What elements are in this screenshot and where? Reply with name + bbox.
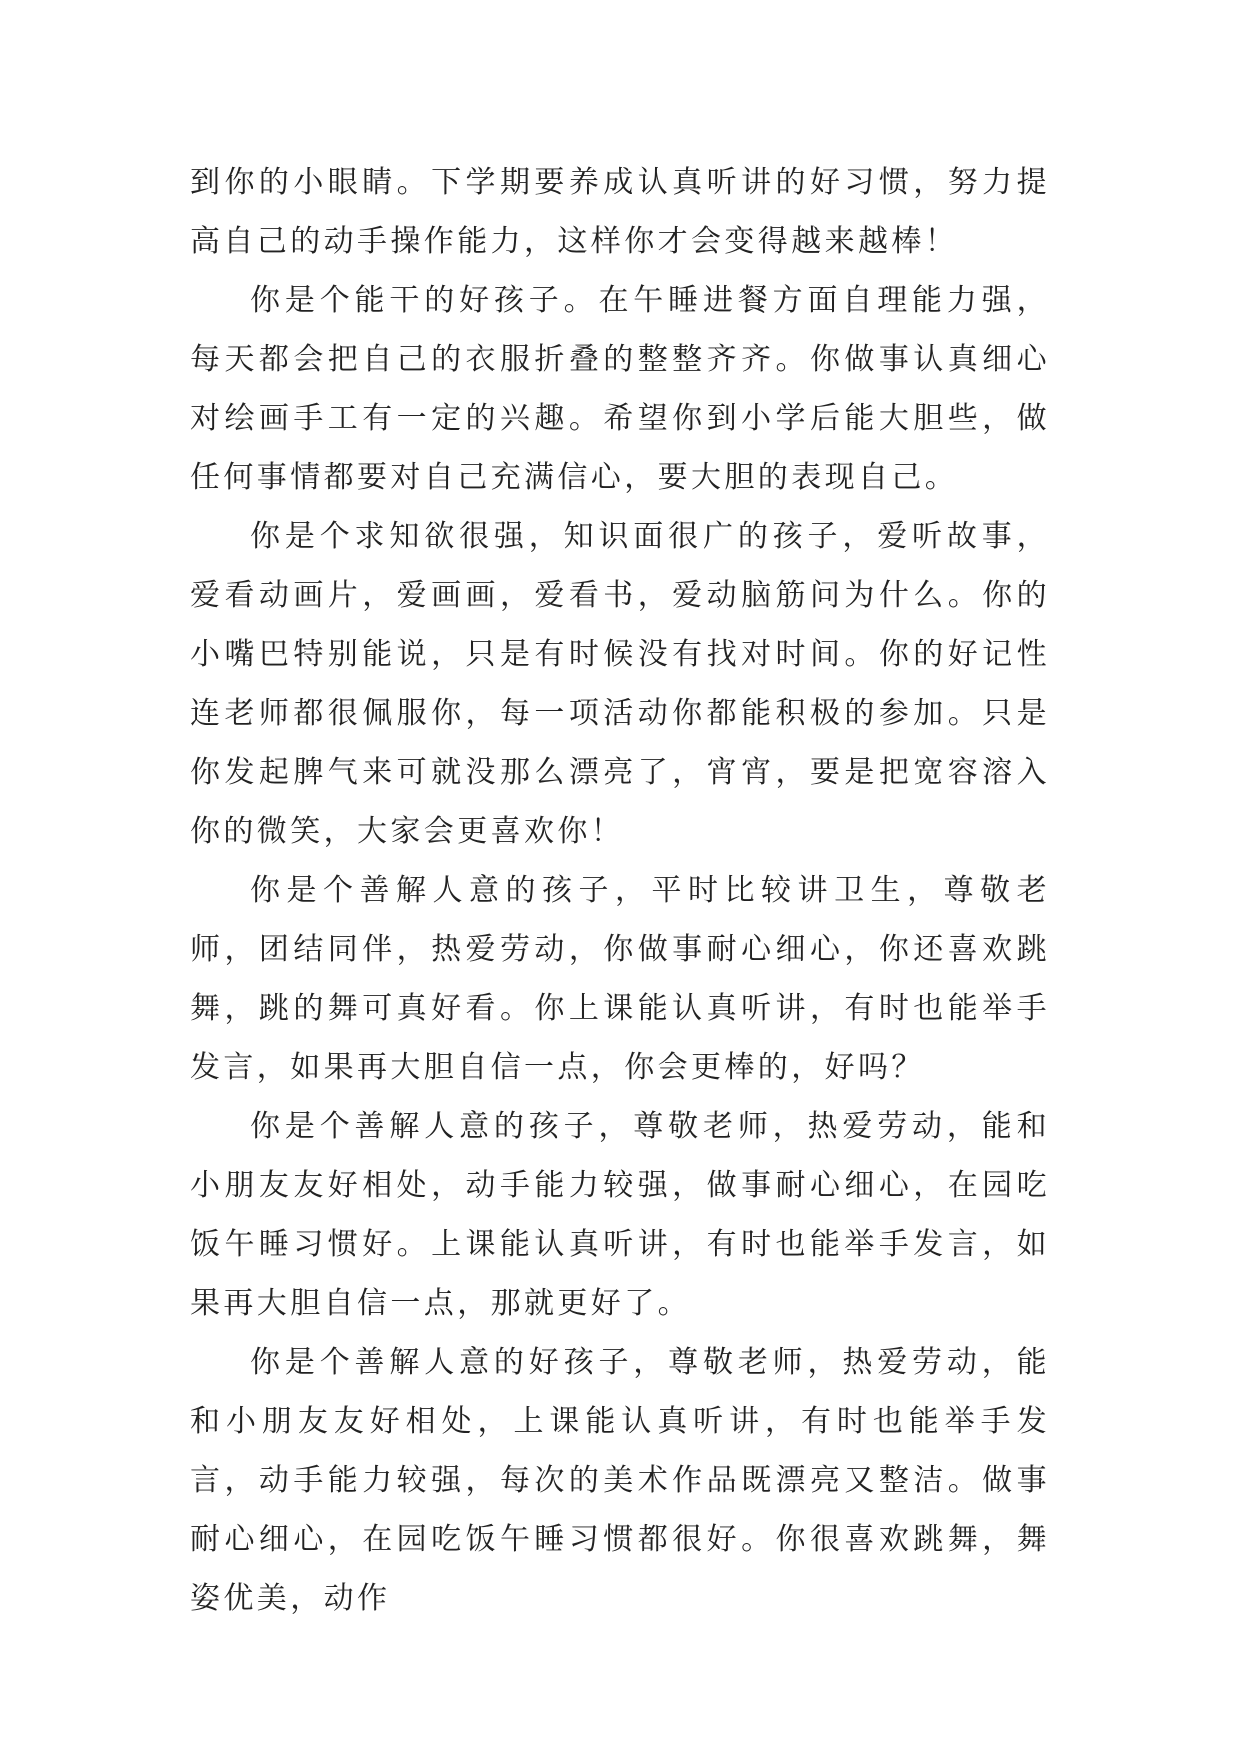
paragraph-considerate-child-3: 你是个善解人意的好孩子，尊敬老师，热爱劳动，能和小朋友友好相处，上课能认真听讲，有时也能举手发言，动手能力较强，每次的美术作品既漂亮又整洁。做事耐心细心，在园吃饭午睡习惯都很好。你很喜欢跳舞，舞姿优美，动作 <box>190 1345 1050 1616</box>
paragraph-considerate-child-1: 你是个善解人意的孩子，平时比较讲卫生，尊敬老师，团结同伴，热爱劳动，你做事耐心细心，你还喜欢跳舞，跳的舞可真好看。你上课能认真听讲，有时也能举手发言，如果再大胆自信一点，你会更棒的，好吗？ <box>190 873 1050 1085</box>
document-body <box>190 153 1050 1628</box>
paragraph-continued: 到你的小眼睛。下学期要养成认真听讲的好习惯，努力提高自己的动手操作能力，这样你才会变得越来越棒！ <box>190 165 1050 259</box>
paragraph-curious-child: 你是个求知欲很强，知识面很广的孩子，爱听故事，爱看动画片，爱画画，爱看书，爱动脑筋问为什么。你的小嘴巴特别能说，只是有时候没有找对时间。你的好记性连老师都很佩服你，每一项活动你都能积极的参加。只是你发起脾气来可就没那么漂亮了，宵宵，要是把宽容溶入你的微笑，大家会更喜欢你！ <box>190 519 1050 849</box>
paragraph-capable-child: 你是个能干的好孩子。在午睡进餐方面自理能力强，每天都会把自己的衣服折叠的整整齐齐。你做事认真细心对绘画手工有一定的兴趣。希望你到小学后能大胆些，做任何事情都要对自己充满信心，要大胆的表现自己。 <box>190 283 1050 495</box>
paragraph-considerate-child-2: 你是个善解人意的孩子，尊敬老师，热爱劳动，能和小朋友友好相处，动手能力较强，做事耐心细心，在园吃饭午睡习惯好。上课能认真听讲，有时也能举手发言，如果再大胆自信一点，那就更好了。 <box>190 1109 1050 1321</box>
